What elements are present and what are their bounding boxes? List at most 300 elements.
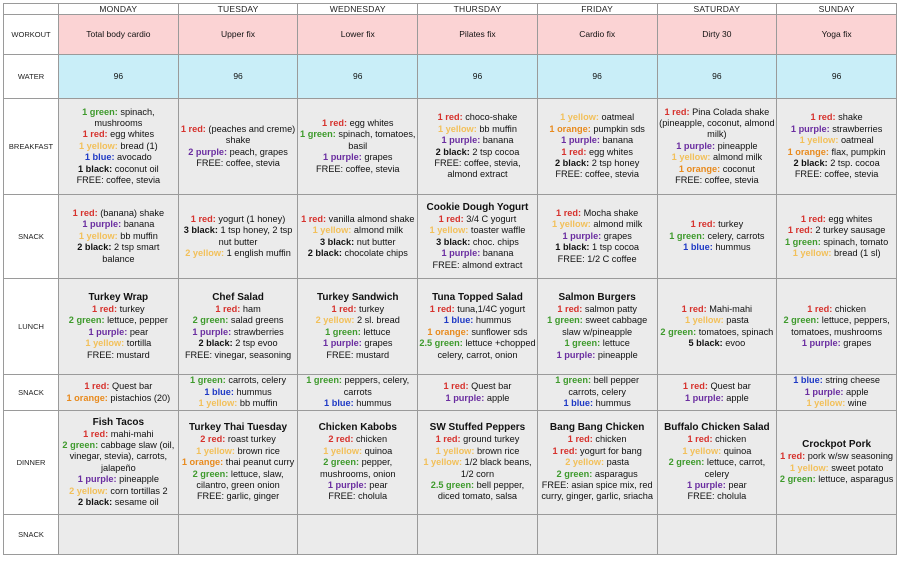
container-tag-green: 2 green: bbox=[660, 326, 697, 337]
lunch-cell-thursday[interactable] bbox=[418, 279, 538, 375]
container-tag-red: 1 red: bbox=[690, 219, 716, 230]
snack3-cell-thursday[interactable] bbox=[418, 515, 538, 555]
lunch-cell-friday[interactable] bbox=[537, 279, 657, 375]
container-tag-green: 2 green: bbox=[783, 315, 820, 326]
day-header-thursday: THURSDAY bbox=[418, 4, 538, 15]
container-tag-red: 1 red: bbox=[443, 381, 469, 392]
food-text: pork w/sw seasoning bbox=[805, 451, 894, 462]
container-tag-purple: 1 purple: bbox=[790, 123, 830, 134]
food-line bbox=[180, 71, 297, 82]
day-header-monday: MONDAY bbox=[59, 4, 179, 15]
food-text: brown rice bbox=[474, 445, 520, 456]
snack2-cell-wednesday[interactable] bbox=[298, 375, 418, 411]
breakfast-cell-wednesday[interactable] bbox=[298, 99, 418, 195]
breakfast-cell-saturday[interactable] bbox=[657, 99, 777, 195]
snack3-cell-wednesday[interactable] bbox=[298, 515, 418, 555]
food-line bbox=[299, 375, 416, 398]
dinner-cell-saturday[interactable] bbox=[657, 411, 777, 515]
container-tag-yellow: 1 yellow: bbox=[79, 140, 118, 151]
food-text: FREE: almond extract bbox=[432, 259, 523, 270]
container-tag-orange: 1 orange: bbox=[66, 392, 108, 403]
meal-plan-body bbox=[4, 15, 897, 555]
container-tag-red: 1 red: bbox=[556, 207, 582, 218]
food-text: oatmeal bbox=[598, 112, 635, 123]
container-tag-red: 1 red: bbox=[322, 117, 348, 128]
water-cell-sunday[interactable] bbox=[777, 55, 897, 99]
food-text: toaster waffle bbox=[468, 225, 526, 236]
container-tag-red: 1 red: bbox=[787, 225, 813, 236]
container-tag-red: 1 red: bbox=[681, 303, 707, 314]
container-tag-purple: 1 purple: bbox=[676, 140, 716, 151]
food-text: chicken bbox=[712, 434, 747, 445]
food-text: 96 bbox=[592, 70, 602, 81]
food-text: tortilla bbox=[124, 338, 152, 349]
breakfast-cell-tuesday[interactable] bbox=[178, 99, 298, 195]
breakfast-cell-monday[interactable] bbox=[59, 99, 179, 195]
food-line bbox=[659, 175, 776, 186]
food-line bbox=[299, 129, 416, 152]
food-line bbox=[180, 398, 297, 409]
food-line bbox=[778, 375, 895, 386]
workout-cell-monday[interactable] bbox=[59, 15, 179, 55]
container-tag-black: 3 black: bbox=[436, 236, 471, 247]
food-text: FREE: coffee, stevia bbox=[196, 157, 280, 168]
snack2-cell-friday[interactable] bbox=[537, 375, 657, 411]
food-line bbox=[419, 457, 536, 480]
food-text: Quest bar bbox=[109, 381, 153, 392]
food-text: 1 tsp honey, 2 tsp nut butter bbox=[217, 225, 293, 247]
food-text: asparagus bbox=[592, 468, 638, 479]
container-tag-yellow: 2 yellow: bbox=[315, 315, 355, 326]
container-tag-green: 2 green: bbox=[192, 315, 229, 326]
food-line bbox=[299, 152, 416, 163]
dinner-cell-sunday[interactable] bbox=[777, 411, 897, 515]
food-line bbox=[778, 147, 895, 158]
water-cell-tuesday[interactable] bbox=[178, 55, 298, 99]
row-snack3 bbox=[4, 515, 897, 555]
snack2-cell-monday[interactable] bbox=[59, 375, 179, 411]
food-line bbox=[419, 237, 536, 248]
lunch-cell-sunday[interactable] bbox=[777, 279, 897, 375]
food-text: nut butter bbox=[354, 236, 396, 247]
food-text: 96 bbox=[113, 70, 124, 81]
container-tag-red: 1 red: bbox=[438, 213, 464, 224]
breakfast-cell-friday[interactable] bbox=[537, 99, 657, 195]
snack3-cell-tuesday[interactable] bbox=[178, 515, 298, 555]
food-text: Pilates fix bbox=[459, 28, 496, 39]
day-header-row bbox=[4, 4, 897, 15]
food-text: FREE: coffee, stevia bbox=[555, 169, 639, 180]
corner-cell bbox=[4, 4, 59, 15]
dinner-cell-tuesday[interactable] bbox=[178, 411, 298, 515]
meal-title: Bang Bang Chicken bbox=[549, 422, 645, 434]
food-line bbox=[299, 457, 416, 480]
container-tag-purple: 1 purple: bbox=[323, 338, 362, 349]
container-tag-blue: 1 blue: bbox=[324, 398, 354, 409]
water-cell-friday[interactable] bbox=[537, 55, 657, 99]
food-line bbox=[60, 497, 177, 508]
food-line bbox=[539, 112, 656, 123]
food-line bbox=[60, 208, 177, 219]
food-line bbox=[419, 480, 536, 503]
container-tag-yellow: 1 yellow: bbox=[806, 398, 846, 409]
food-line bbox=[180, 158, 297, 169]
food-text: bell pepper carrots, celery bbox=[568, 375, 640, 397]
food-text: quinoa bbox=[362, 445, 393, 456]
food-text: avocado bbox=[114, 152, 152, 163]
food-text: FREE: asian spice mix, red curry, ginger, garlic, sriacha bbox=[541, 479, 653, 502]
food-line bbox=[60, 304, 177, 315]
water-cell-thursday[interactable] bbox=[418, 55, 538, 99]
workout-cell-thursday[interactable] bbox=[418, 15, 538, 55]
food-text: (peaches and creme) shake bbox=[205, 123, 296, 146]
food-line bbox=[539, 304, 656, 315]
meal-title: Turkey Wrap bbox=[88, 291, 149, 303]
food-line bbox=[419, 248, 536, 259]
food-text: egg whites bbox=[107, 129, 155, 140]
container-tag-red: 1 red: bbox=[72, 207, 98, 218]
food-line bbox=[539, 375, 656, 398]
food-text: lettuce, slaw, cilantro, green onion bbox=[196, 468, 284, 490]
food-text: bell pepper, diced tomato, salsa bbox=[437, 479, 525, 502]
container-tag-yellow: 1 yellow: bbox=[198, 398, 238, 409]
container-tag-blue: 1 blue: bbox=[204, 386, 234, 397]
snack1-cell-saturday[interactable] bbox=[657, 195, 777, 279]
workout-cell-saturday[interactable] bbox=[657, 15, 777, 55]
container-tag-red: 1 red: bbox=[84, 381, 110, 392]
food-text: pumpkin sds bbox=[590, 123, 645, 134]
food-text: bb muffin bbox=[237, 398, 278, 409]
food-text: Dirty 30 bbox=[702, 28, 732, 39]
container-tag-purple: 1 purple: bbox=[445, 392, 485, 403]
dinner-cell-wednesday[interactable] bbox=[298, 411, 418, 515]
food-text: hummus bbox=[353, 398, 392, 409]
dinner-cell-monday[interactable] bbox=[59, 411, 179, 515]
food-text: 2 tsp. cocoa bbox=[827, 157, 880, 168]
food-text: bb muffin bbox=[117, 230, 158, 241]
food-text: almond milk bbox=[351, 225, 403, 236]
food-text: flax, pumpkin bbox=[828, 146, 886, 157]
food-line bbox=[180, 491, 297, 502]
food-text: Cardio fix bbox=[579, 28, 616, 39]
meal-title: Crockpot Pork bbox=[802, 439, 872, 451]
food-text: banana bbox=[480, 135, 514, 146]
food-text: FREE: coffee, stevia bbox=[794, 169, 879, 180]
food-line bbox=[419, 260, 536, 271]
container-tag-red: 1 red: bbox=[552, 445, 578, 456]
container-tag-purple: 1 purple: bbox=[82, 219, 122, 230]
food-line bbox=[299, 71, 416, 82]
food-line bbox=[659, 304, 776, 315]
snack2-cell-thursday[interactable] bbox=[418, 375, 538, 411]
food-text: grapes bbox=[361, 338, 393, 349]
food-line bbox=[299, 446, 416, 457]
food-text: shake bbox=[835, 112, 863, 123]
container-tag-yellow: 1 yellow: bbox=[684, 315, 724, 326]
food-text: FREE: garlic, ginger bbox=[196, 491, 280, 502]
food-text: FREE: coffee, stevia bbox=[675, 175, 759, 186]
container-tag-black: 2 black: bbox=[307, 247, 342, 258]
row-label-snack1: SNACK bbox=[4, 195, 59, 279]
food-line bbox=[539, 219, 656, 230]
container-tag-red: 1 red: bbox=[682, 381, 708, 392]
row-label-dinner: DINNER bbox=[4, 411, 59, 515]
snack1-cell-tuesday[interactable] bbox=[178, 195, 298, 279]
container-tag-green: 2 green: bbox=[779, 474, 816, 485]
food-line bbox=[419, 338, 536, 361]
container-tag-red: 1 red: bbox=[215, 303, 241, 314]
food-line bbox=[539, 469, 656, 480]
food-text: pear bbox=[127, 326, 149, 337]
food-line bbox=[180, 457, 297, 468]
food-text: Quest bar bbox=[468, 381, 512, 392]
container-tag-orange: 1 orange: bbox=[181, 457, 224, 468]
food-line bbox=[60, 315, 177, 326]
day-header-wednesday: WEDNESDAY bbox=[298, 4, 418, 15]
food-text: pepper, mushrooms, onion bbox=[319, 457, 396, 479]
food-line bbox=[778, 112, 895, 123]
container-tag-green: 1 green: bbox=[547, 315, 583, 326]
container-tag-purple: 1 purple: bbox=[441, 248, 481, 259]
food-line bbox=[539, 208, 656, 219]
lunch-cell-wednesday[interactable] bbox=[298, 279, 418, 375]
container-tag-purple: 1 purple: bbox=[561, 135, 600, 146]
container-tag-red: 1 red: bbox=[190, 213, 216, 224]
food-text: mahi-mahi bbox=[108, 428, 154, 439]
food-line bbox=[419, 446, 536, 457]
food-text: FREE: coffee, stevia bbox=[315, 163, 400, 174]
container-tag-purple: 1 purple: bbox=[77, 474, 117, 485]
snack3-cell-friday[interactable] bbox=[537, 515, 657, 555]
lunch-cell-monday[interactable] bbox=[59, 279, 179, 375]
food-line bbox=[659, 29, 776, 40]
container-tag-purple: 1 purple: bbox=[441, 135, 481, 146]
food-text: pistachios (20) bbox=[107, 392, 171, 403]
container-tag-black: 2 black: bbox=[78, 497, 113, 508]
food-text: banana bbox=[480, 248, 514, 259]
workout-cell-friday[interactable] bbox=[537, 15, 657, 55]
food-line bbox=[419, 381, 536, 392]
food-line bbox=[539, 350, 656, 361]
breakfast-cell-sunday[interactable] bbox=[777, 99, 897, 195]
food-line bbox=[419, 327, 536, 338]
snack1-cell-sunday[interactable] bbox=[777, 195, 897, 279]
container-tag-green: 2 green: bbox=[68, 315, 105, 326]
dinner-cell-thursday[interactable] bbox=[418, 411, 538, 515]
food-line bbox=[180, 29, 297, 40]
food-line bbox=[659, 152, 776, 163]
meal-title: Cookie Dough Yogurt bbox=[426, 201, 529, 213]
food-line bbox=[180, 434, 297, 445]
breakfast-cell-thursday[interactable] bbox=[418, 99, 538, 195]
food-line bbox=[60, 175, 177, 186]
container-tag-red: 1 red: bbox=[664, 106, 690, 117]
food-text: chicken bbox=[592, 434, 627, 445]
food-line bbox=[539, 480, 656, 503]
workout-cell-tuesday[interactable] bbox=[178, 15, 298, 55]
container-tag-red: 1 red: bbox=[83, 428, 109, 439]
food-line bbox=[419, 124, 536, 135]
workout-cell-wednesday[interactable] bbox=[298, 15, 418, 55]
snack3-cell-monday[interactable] bbox=[59, 515, 179, 555]
food-text: roast turkey bbox=[225, 434, 276, 445]
food-text: corn tortillas 2 bbox=[107, 485, 168, 496]
food-line bbox=[299, 304, 416, 315]
food-text: FREE: cholula bbox=[687, 491, 747, 502]
snack2-cell-tuesday[interactable] bbox=[178, 375, 298, 411]
food-line bbox=[180, 147, 297, 158]
row-label-workout: WORKOUT bbox=[4, 15, 59, 55]
food-text: coconut oil bbox=[112, 163, 159, 174]
food-line bbox=[299, 237, 416, 248]
container-tag-purple: 1 purple: bbox=[327, 479, 367, 490]
food-text: peach, grapes bbox=[227, 146, 288, 157]
food-line bbox=[539, 254, 656, 265]
food-text: sesame oil bbox=[112, 497, 159, 508]
food-line bbox=[299, 350, 416, 361]
water-cell-monday[interactable] bbox=[59, 55, 179, 99]
food-line bbox=[60, 429, 177, 440]
food-line bbox=[60, 350, 177, 361]
food-line bbox=[419, 135, 536, 146]
row-water bbox=[4, 55, 897, 99]
food-line bbox=[539, 434, 656, 445]
container-tag-green: 1 green: bbox=[785, 236, 821, 247]
workout-cell-sunday[interactable] bbox=[777, 15, 897, 55]
food-text: FREE: 1/2 C coffee bbox=[557, 253, 637, 264]
food-text: pear bbox=[725, 479, 747, 490]
container-tag-red: 1 red: bbox=[331, 303, 357, 314]
food-line bbox=[60, 231, 177, 242]
container-tag-green: 2.5 green: bbox=[419, 338, 463, 349]
food-text: hummus bbox=[473, 315, 512, 326]
snack1-cell-wednesday[interactable] bbox=[298, 195, 418, 279]
food-line bbox=[299, 315, 416, 326]
container-tag-yellow: 2 yellow: bbox=[69, 485, 108, 496]
snack2-cell-saturday[interactable] bbox=[657, 375, 777, 411]
food-text: pasta bbox=[604, 457, 630, 468]
food-line bbox=[60, 129, 177, 140]
food-text: banana bbox=[121, 219, 155, 230]
food-line bbox=[180, 350, 297, 361]
snack3-cell-saturday[interactable] bbox=[657, 515, 777, 555]
food-line bbox=[180, 327, 297, 338]
food-line bbox=[778, 304, 895, 315]
food-text: 96 bbox=[831, 70, 842, 81]
food-line bbox=[778, 248, 895, 259]
snack2-cell-sunday[interactable] bbox=[777, 375, 897, 411]
food-text: thai peanut curry bbox=[223, 457, 295, 468]
container-tag-purple: 1 purple: bbox=[804, 386, 844, 397]
food-text: strawberries bbox=[829, 123, 883, 134]
food-line bbox=[60, 107, 177, 130]
food-text: salmon patty bbox=[582, 303, 637, 314]
food-text: apple bbox=[484, 392, 510, 403]
food-line bbox=[60, 71, 177, 82]
container-tag-yellow: 1 yellow: bbox=[429, 225, 469, 236]
water-cell-saturday[interactable] bbox=[657, 55, 777, 99]
container-tag-red: 1 red: bbox=[557, 303, 583, 314]
day-header-tuesday: TUESDAY bbox=[178, 4, 298, 15]
food-line bbox=[539, 29, 656, 40]
food-line bbox=[60, 29, 177, 40]
food-line bbox=[180, 315, 297, 326]
container-tag-blue: 1 blue: bbox=[443, 315, 474, 326]
food-line bbox=[778, 451, 895, 462]
food-line bbox=[539, 71, 656, 82]
food-text: chicken bbox=[832, 303, 866, 314]
food-line bbox=[299, 248, 416, 259]
container-tag-red: 1 red: bbox=[687, 434, 713, 445]
food-line bbox=[539, 398, 656, 409]
container-tag-blue: 1 blue: bbox=[683, 242, 713, 253]
snack1-cell-monday[interactable] bbox=[59, 195, 179, 279]
food-line bbox=[299, 118, 416, 129]
food-line bbox=[778, 169, 895, 180]
food-line bbox=[539, 124, 656, 135]
lunch-cell-saturday[interactable] bbox=[657, 279, 777, 375]
food-line bbox=[299, 491, 416, 502]
food-line bbox=[180, 338, 297, 349]
container-tag-yellow: 1 yellow: bbox=[671, 152, 711, 163]
food-line bbox=[539, 158, 656, 169]
container-tag-red: 1 red: bbox=[800, 213, 826, 224]
snack3-cell-sunday[interactable] bbox=[777, 515, 897, 555]
container-tag-red: 1 red: bbox=[807, 303, 833, 314]
container-tag-red: 1 red: bbox=[429, 303, 455, 314]
food-text: 96 bbox=[712, 70, 722, 81]
container-tag-yellow: 1 yellow: bbox=[560, 112, 599, 123]
snack1-cell-thursday[interactable] bbox=[418, 195, 538, 279]
lunch-cell-tuesday[interactable] bbox=[178, 279, 298, 375]
food-text: lettuce, pepper bbox=[104, 315, 168, 326]
food-line bbox=[539, 457, 656, 468]
food-text: grapes bbox=[840, 337, 872, 348]
food-text: lettuce, carrot, celery bbox=[704, 457, 766, 479]
food-text: FREE: coffee, stevia, almond extract bbox=[434, 157, 521, 180]
food-line bbox=[778, 387, 895, 398]
container-tag-green: 2 green: bbox=[192, 468, 229, 479]
food-line bbox=[299, 327, 416, 338]
food-line bbox=[778, 237, 895, 248]
food-line bbox=[539, 231, 656, 242]
container-tag-blue: 1 blue: bbox=[563, 398, 594, 409]
food-line bbox=[60, 393, 177, 404]
container-tag-red: 1 red: bbox=[810, 112, 836, 123]
day-header-friday: FRIDAY bbox=[537, 4, 657, 15]
food-line bbox=[299, 480, 416, 491]
food-text: pasta bbox=[723, 315, 749, 326]
food-text: tuna,1/4C yogurt bbox=[454, 303, 526, 314]
food-line bbox=[659, 242, 776, 253]
container-tag-green: 2.5 green: bbox=[430, 479, 475, 490]
food-line bbox=[60, 440, 177, 474]
food-text: 3/4 C yogurt bbox=[463, 213, 517, 224]
food-text: strawberries bbox=[231, 326, 284, 337]
food-text: grapes bbox=[601, 230, 632, 241]
food-text: bread (1 sl) bbox=[831, 247, 881, 258]
food-text: 2 tsp cocoa bbox=[469, 146, 520, 157]
food-line bbox=[778, 338, 895, 349]
food-text: Pina Colada shake (pineapple, coconut, almond milk) bbox=[659, 106, 775, 140]
water-cell-wednesday[interactable] bbox=[298, 55, 418, 99]
food-text: apple bbox=[843, 386, 869, 397]
container-tag-orange: 1 orange: bbox=[678, 163, 721, 174]
row-dinner bbox=[4, 411, 897, 515]
snack1-cell-friday[interactable] bbox=[537, 195, 657, 279]
food-line bbox=[778, 29, 895, 40]
dinner-cell-friday[interactable] bbox=[537, 411, 657, 515]
